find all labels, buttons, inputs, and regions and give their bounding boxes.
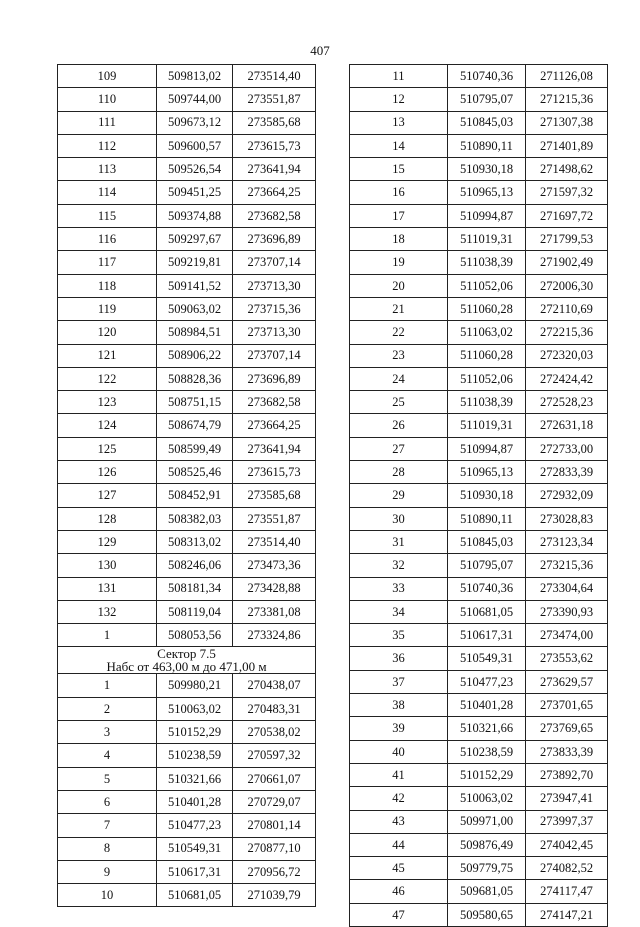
- table-row: [58, 814, 316, 837]
- x-coordinate-cell: 509063,02: [157, 297, 233, 320]
- point-number-cell: 35: [350, 624, 448, 647]
- x-coordinate-cell: 510238,59: [448, 740, 526, 763]
- x-coordinate-cell: 511019,31: [448, 228, 526, 251]
- table-row: [58, 134, 316, 157]
- y-coordinate-cell: 273997,37: [526, 810, 608, 833]
- x-coordinate-cell: 510238,59: [157, 744, 233, 767]
- point-number-cell: 113: [58, 158, 157, 181]
- x-coordinate-cell: 510401,28: [157, 790, 233, 813]
- y-coordinate-cell: 272424,42: [526, 367, 608, 390]
- table-row: [350, 694, 608, 717]
- table-row: [58, 437, 316, 460]
- y-coordinate-cell: 273474,00: [526, 624, 608, 647]
- table-row: [58, 297, 316, 320]
- x-coordinate-cell: 510401,28: [448, 694, 526, 717]
- x-coordinate-cell: 511052,06: [448, 274, 526, 297]
- table-row: [350, 437, 608, 460]
- coordinates-table-left: [57, 64, 316, 907]
- y-coordinate-cell: 272320,03: [526, 344, 608, 367]
- table-row: [58, 274, 316, 297]
- table-row: [350, 414, 608, 437]
- point-number-cell: 6: [58, 790, 157, 813]
- point-number-cell: 110: [58, 88, 157, 111]
- table-row: [350, 554, 608, 577]
- point-number-cell: 127: [58, 484, 157, 507]
- table-row: [58, 624, 316, 647]
- y-coordinate-cell: 273028,83: [526, 507, 608, 530]
- x-coordinate-cell: 508751,15: [157, 391, 233, 414]
- x-coordinate-cell: 511060,28: [448, 297, 526, 320]
- point-number-cell: 123: [58, 391, 157, 414]
- x-coordinate-cell: 509451,25: [157, 181, 233, 204]
- y-coordinate-cell: 274082,52: [526, 857, 608, 880]
- point-number-cell: 46: [350, 880, 448, 903]
- point-number-cell: 17: [350, 204, 448, 227]
- point-number-cell: 15: [350, 158, 448, 181]
- point-number-cell: 4: [58, 744, 157, 767]
- x-coordinate-cell: 508246,06: [157, 554, 233, 577]
- point-number-cell: 39: [350, 717, 448, 740]
- table-row: [350, 530, 608, 553]
- x-coordinate-cell: 510890,11: [448, 134, 526, 157]
- table-row: [58, 507, 316, 530]
- point-number-cell: 44: [350, 833, 448, 856]
- y-coordinate-cell: 274147,21: [526, 903, 608, 926]
- table-row: [58, 600, 316, 623]
- y-coordinate-cell: 273696,89: [233, 367, 316, 390]
- x-coordinate-cell: 510617,31: [157, 860, 233, 883]
- y-coordinate-cell: 273641,94: [233, 158, 316, 181]
- x-coordinate-cell: 509971,00: [448, 810, 526, 833]
- y-coordinate-cell: 273215,36: [526, 554, 608, 577]
- y-coordinate-cell: 272631,18: [526, 414, 608, 437]
- table-row: [350, 65, 608, 88]
- table-row: [350, 600, 608, 623]
- y-coordinate-cell: 273123,34: [526, 530, 608, 553]
- x-coordinate-cell: 509374,88: [157, 204, 233, 227]
- y-coordinate-cell: 273428,88: [233, 577, 316, 600]
- table-row: [58, 88, 316, 111]
- x-coordinate-cell: 509813,02: [157, 65, 233, 88]
- x-coordinate-cell: 508119,04: [157, 600, 233, 623]
- y-coordinate-cell: 273514,40: [233, 530, 316, 553]
- x-coordinate-cell: 510681,05: [157, 884, 233, 907]
- table-row: [58, 554, 316, 577]
- point-number-cell: 37: [350, 670, 448, 693]
- x-coordinate-cell: 509876,49: [448, 833, 526, 856]
- y-coordinate-cell: 272733,00: [526, 437, 608, 460]
- x-coordinate-cell: 510795,07: [448, 554, 526, 577]
- table-row: [350, 297, 608, 320]
- point-number-cell: 14: [350, 134, 448, 157]
- y-coordinate-cell: 270877,10: [233, 837, 316, 860]
- x-coordinate-cell: 511019,31: [448, 414, 526, 437]
- point-number-cell: 10: [58, 884, 157, 907]
- x-coordinate-cell: 510930,18: [448, 158, 526, 181]
- x-coordinate-cell: 511052,06: [448, 367, 526, 390]
- x-coordinate-cell: 508313,02: [157, 530, 233, 553]
- point-number-cell: 41: [350, 763, 448, 786]
- y-coordinate-cell: 270956,72: [233, 860, 316, 883]
- point-number-cell: 21: [350, 297, 448, 320]
- table-row: [350, 507, 608, 530]
- y-coordinate-cell: 270538,02: [233, 721, 316, 744]
- x-coordinate-cell: 510549,31: [448, 647, 526, 670]
- x-coordinate-cell: 509980,21: [157, 674, 233, 697]
- table-row: [350, 391, 608, 414]
- y-coordinate-cell: 273769,65: [526, 717, 608, 740]
- table-row: [58, 860, 316, 883]
- x-coordinate-cell: 509141,52: [157, 274, 233, 297]
- x-coordinate-cell: 510795,07: [448, 88, 526, 111]
- table-row: [350, 647, 608, 670]
- point-number-cell: 8: [58, 837, 157, 860]
- table-row: [58, 530, 316, 553]
- table-row: [58, 158, 316, 181]
- point-number-cell: 5: [58, 767, 157, 790]
- point-number-cell: 30: [350, 507, 448, 530]
- y-coordinate-cell: 273585,68: [233, 484, 316, 507]
- point-number-cell: 3: [58, 721, 157, 744]
- x-coordinate-cell: 510845,03: [448, 530, 526, 553]
- x-coordinate-cell: 510681,05: [448, 600, 526, 623]
- y-coordinate-cell: 273390,93: [526, 600, 608, 623]
- page-number: 407: [310, 43, 330, 58]
- point-number-cell: 124: [58, 414, 157, 437]
- table-row: [58, 674, 316, 697]
- x-coordinate-cell: 509779,75: [448, 857, 526, 880]
- x-coordinate-cell: 509600,57: [157, 134, 233, 157]
- point-number-cell: 121: [58, 344, 157, 367]
- point-number-cell: 45: [350, 857, 448, 880]
- x-coordinate-cell: 511063,02: [448, 321, 526, 344]
- table-row: [350, 787, 608, 810]
- table-row: [350, 717, 608, 740]
- point-number-cell: 125: [58, 437, 157, 460]
- y-coordinate-cell: 272215,36: [526, 321, 608, 344]
- section-title: Сектор 7.5: [157, 646, 216, 662]
- table-row: [350, 740, 608, 763]
- y-coordinate-cell: 273664,25: [233, 181, 316, 204]
- x-coordinate-cell: 510063,02: [448, 787, 526, 810]
- point-number-cell: 33: [350, 577, 448, 600]
- point-number-cell: 131: [58, 577, 157, 600]
- x-coordinate-cell: 510477,23: [448, 670, 526, 693]
- table-row: [350, 461, 608, 484]
- point-number-cell: 109: [58, 65, 157, 88]
- table-row: [58, 228, 316, 251]
- point-number-cell: 29: [350, 484, 448, 507]
- point-number-cell: 120: [58, 321, 157, 344]
- point-number-cell: 130: [58, 554, 157, 577]
- table-row: [58, 790, 316, 813]
- x-coordinate-cell: 510617,31: [448, 624, 526, 647]
- table-row: [350, 181, 608, 204]
- y-coordinate-cell: 271215,36: [526, 88, 608, 111]
- table-row: [58, 697, 316, 720]
- x-coordinate-cell: 508599,49: [157, 437, 233, 460]
- x-coordinate-cell: 511038,39: [448, 391, 526, 414]
- y-coordinate-cell: 273514,40: [233, 65, 316, 88]
- point-number-cell: 26: [350, 414, 448, 437]
- point-number-cell: 43: [350, 810, 448, 833]
- y-coordinate-cell: 273713,30: [233, 274, 316, 297]
- x-coordinate-cell: 510152,29: [448, 763, 526, 786]
- x-coordinate-cell: 510994,87: [448, 437, 526, 460]
- point-number-cell: 34: [350, 600, 448, 623]
- x-coordinate-cell: 511038,39: [448, 251, 526, 274]
- coordinates-table-right: [349, 64, 608, 927]
- y-coordinate-cell: 271401,89: [526, 134, 608, 157]
- y-coordinate-cell: 271799,53: [526, 228, 608, 251]
- table-row: [58, 577, 316, 600]
- y-coordinate-cell: 273947,41: [526, 787, 608, 810]
- point-number-cell: 23: [350, 344, 448, 367]
- point-number-cell: 112: [58, 134, 157, 157]
- x-coordinate-cell: 508452,91: [157, 484, 233, 507]
- point-number-cell: 119: [58, 297, 157, 320]
- table-row: [350, 111, 608, 134]
- y-coordinate-cell: 273892,70: [526, 763, 608, 786]
- point-number-cell: 20: [350, 274, 448, 297]
- y-coordinate-cell: 271902,49: [526, 251, 608, 274]
- table-row: [350, 484, 608, 507]
- point-number-cell: 1: [58, 624, 157, 647]
- table-row: [350, 158, 608, 181]
- section-header: [58, 647, 316, 674]
- table-row: [58, 884, 316, 907]
- point-number-cell: 132: [58, 600, 157, 623]
- point-number-cell: 7: [58, 814, 157, 837]
- point-number-cell: 25: [350, 391, 448, 414]
- x-coordinate-cell: 509681,05: [448, 880, 526, 903]
- y-coordinate-cell: 270729,07: [233, 790, 316, 813]
- y-coordinate-cell: 271126,08: [526, 65, 608, 88]
- point-number-cell: 27: [350, 437, 448, 460]
- x-coordinate-cell: 510152,29: [157, 721, 233, 744]
- y-coordinate-cell: 273696,89: [233, 228, 316, 251]
- x-coordinate-cell: 510965,13: [448, 461, 526, 484]
- x-coordinate-cell: 510845,03: [448, 111, 526, 134]
- x-coordinate-cell: 508525,46: [157, 461, 233, 484]
- table-row: [350, 88, 608, 111]
- x-coordinate-cell: 510321,66: [157, 767, 233, 790]
- x-coordinate-cell: 510740,36: [448, 65, 526, 88]
- table-row: [350, 857, 608, 880]
- y-coordinate-cell: 271498,62: [526, 158, 608, 181]
- point-number-cell: 128: [58, 507, 157, 530]
- table-row: [58, 837, 316, 860]
- y-coordinate-cell: 270438,07: [233, 674, 316, 697]
- section-subtitle: Набс от 463,00 м до 471,00 м: [106, 659, 267, 675]
- table-row: [350, 251, 608, 274]
- x-coordinate-cell: 509297,67: [157, 228, 233, 251]
- x-coordinate-cell: 510477,23: [157, 814, 233, 837]
- x-coordinate-cell: 508984,51: [157, 321, 233, 344]
- y-coordinate-cell: 273551,87: [233, 507, 316, 530]
- y-coordinate-cell: 272833,39: [526, 461, 608, 484]
- table-row: [58, 181, 316, 204]
- point-number-cell: 19: [350, 251, 448, 274]
- point-number-cell: 32: [350, 554, 448, 577]
- table-row: [58, 744, 316, 767]
- x-coordinate-cell: 510994,87: [448, 204, 526, 227]
- point-number-cell: 117: [58, 251, 157, 274]
- point-number-cell: 16: [350, 181, 448, 204]
- x-coordinate-cell: 509580,65: [448, 903, 526, 926]
- y-coordinate-cell: 273553,62: [526, 647, 608, 670]
- table-row: [58, 767, 316, 790]
- table-row: [350, 134, 608, 157]
- y-coordinate-cell: 273664,25: [233, 414, 316, 437]
- table-row: [58, 204, 316, 227]
- y-coordinate-cell: 273713,30: [233, 321, 316, 344]
- y-coordinate-cell: 273715,36: [233, 297, 316, 320]
- point-number-cell: 18: [350, 228, 448, 251]
- y-coordinate-cell: 273324,86: [233, 624, 316, 647]
- y-coordinate-cell: 273615,73: [233, 134, 316, 157]
- table-row: [58, 721, 316, 744]
- table-row: [58, 344, 316, 367]
- y-coordinate-cell: 273551,87: [233, 88, 316, 111]
- point-number-cell: 111: [58, 111, 157, 134]
- x-coordinate-cell: 510965,13: [448, 181, 526, 204]
- y-coordinate-cell: 273615,73: [233, 461, 316, 484]
- point-number-cell: 12: [350, 88, 448, 111]
- y-coordinate-cell: 272110,69: [526, 297, 608, 320]
- table-row: [58, 461, 316, 484]
- point-number-cell: 47: [350, 903, 448, 926]
- point-number-cell: 122: [58, 367, 157, 390]
- table-row: [350, 274, 608, 297]
- point-number-cell: 28: [350, 461, 448, 484]
- point-number-cell: 42: [350, 787, 448, 810]
- x-coordinate-cell: 508828,36: [157, 367, 233, 390]
- x-coordinate-cell: 510890,11: [448, 507, 526, 530]
- x-coordinate-cell: 508906,22: [157, 344, 233, 367]
- point-number-cell: 40: [350, 740, 448, 763]
- x-coordinate-cell: 509673,12: [157, 111, 233, 134]
- point-number-cell: 13: [350, 111, 448, 134]
- y-coordinate-cell: 271307,38: [526, 111, 608, 134]
- point-number-cell: 118: [58, 274, 157, 297]
- y-coordinate-cell: 271039,79: [233, 884, 316, 907]
- y-coordinate-cell: 273641,94: [233, 437, 316, 460]
- point-number-cell: 116: [58, 228, 157, 251]
- y-coordinate-cell: 272006,30: [526, 274, 608, 297]
- point-number-cell: 38: [350, 694, 448, 717]
- point-number-cell: 22: [350, 321, 448, 344]
- y-coordinate-cell: 274117,47: [526, 880, 608, 903]
- point-number-cell: 126: [58, 461, 157, 484]
- table-row: [350, 624, 608, 647]
- y-coordinate-cell: 271597,32: [526, 181, 608, 204]
- section-header-row: [58, 647, 316, 674]
- point-number-cell: 114: [58, 181, 157, 204]
- x-coordinate-cell: 508674,79: [157, 414, 233, 437]
- y-coordinate-cell: 271697,72: [526, 204, 608, 227]
- table-row: [350, 833, 608, 856]
- table-row: [350, 228, 608, 251]
- y-coordinate-cell: 274042,45: [526, 833, 608, 856]
- y-coordinate-cell: 273707,14: [233, 251, 316, 274]
- table-row: [350, 204, 608, 227]
- table-row: [58, 111, 316, 134]
- table-row: [350, 321, 608, 344]
- table-row: [350, 577, 608, 600]
- point-number-cell: 36: [350, 647, 448, 670]
- y-coordinate-cell: 270483,31: [233, 697, 316, 720]
- y-coordinate-cell: 272932,09: [526, 484, 608, 507]
- x-coordinate-cell: 509219,81: [157, 251, 233, 274]
- table-row: [350, 880, 608, 903]
- x-coordinate-cell: 510063,02: [157, 697, 233, 720]
- table-row: [350, 810, 608, 833]
- x-coordinate-cell: 509526,54: [157, 158, 233, 181]
- y-coordinate-cell: 273707,14: [233, 344, 316, 367]
- point-number-cell: 31: [350, 530, 448, 553]
- table-row: [350, 670, 608, 693]
- point-number-cell: 1: [58, 674, 157, 697]
- x-coordinate-cell: 508053,56: [157, 624, 233, 647]
- point-number-cell: 2: [58, 697, 157, 720]
- y-coordinate-cell: 273629,57: [526, 670, 608, 693]
- y-coordinate-cell: 272528,23: [526, 391, 608, 414]
- x-coordinate-cell: 510930,18: [448, 484, 526, 507]
- x-coordinate-cell: 510740,36: [448, 577, 526, 600]
- point-number-cell: 9: [58, 860, 157, 883]
- table-row: [58, 251, 316, 274]
- x-coordinate-cell: 510321,66: [448, 717, 526, 740]
- y-coordinate-cell: 273585,68: [233, 111, 316, 134]
- table-row: [58, 414, 316, 437]
- table-row: [350, 344, 608, 367]
- y-coordinate-cell: 270801,14: [233, 814, 316, 837]
- y-coordinate-cell: 270597,32: [233, 744, 316, 767]
- y-coordinate-cell: 273473,36: [233, 554, 316, 577]
- table-row: [58, 321, 316, 344]
- x-coordinate-cell: 508181,34: [157, 577, 233, 600]
- table-row: [58, 391, 316, 414]
- y-coordinate-cell: 273833,39: [526, 740, 608, 763]
- y-coordinate-cell: 273304,64: [526, 577, 608, 600]
- y-coordinate-cell: 273701,65: [526, 694, 608, 717]
- table-row: [58, 367, 316, 390]
- y-coordinate-cell: 273381,08: [233, 600, 316, 623]
- x-coordinate-cell: 509744,00: [157, 88, 233, 111]
- y-coordinate-cell: 270661,07: [233, 767, 316, 790]
- x-coordinate-cell: 511060,28: [448, 344, 526, 367]
- point-number-cell: 24: [350, 367, 448, 390]
- table-row: [58, 484, 316, 507]
- x-coordinate-cell: 508382,03: [157, 507, 233, 530]
- table-row: [350, 763, 608, 786]
- x-coordinate-cell: 510549,31: [157, 837, 233, 860]
- point-number-cell: 115: [58, 204, 157, 227]
- point-number-cell: 129: [58, 530, 157, 553]
- y-coordinate-cell: 273682,58: [233, 391, 316, 414]
- table-row: [350, 367, 608, 390]
- table-row: [58, 65, 316, 88]
- point-number-cell: 11: [350, 65, 448, 88]
- y-coordinate-cell: 273682,58: [233, 204, 316, 227]
